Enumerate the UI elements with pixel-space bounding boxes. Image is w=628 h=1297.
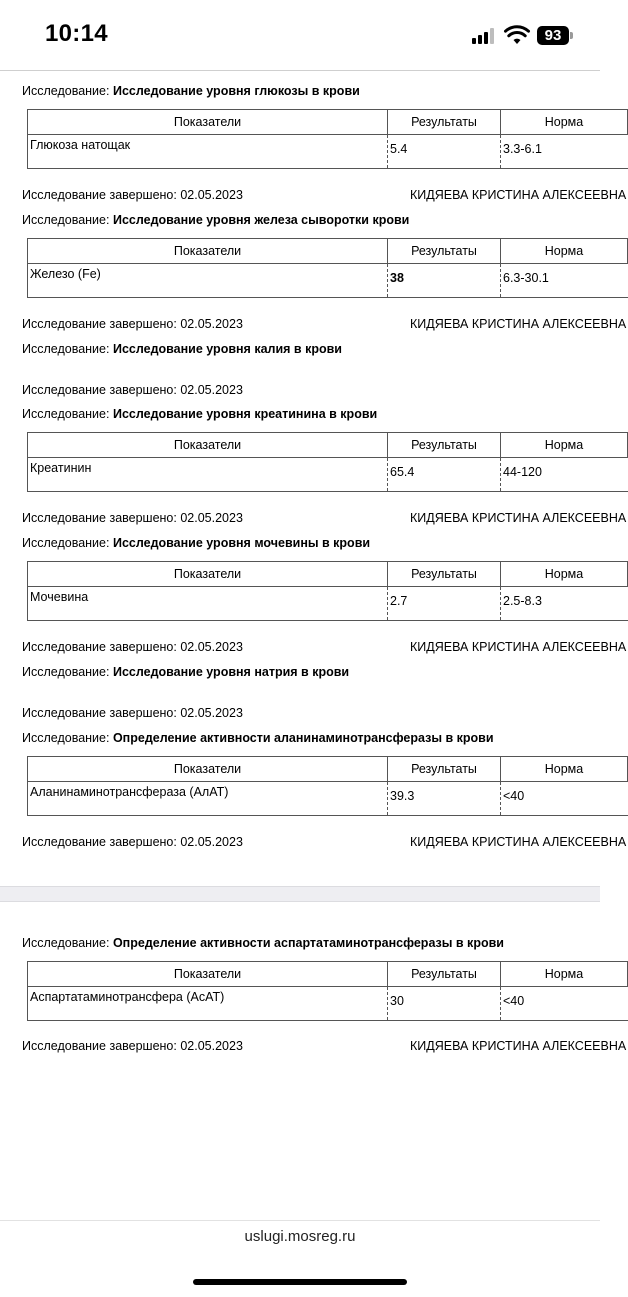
col-indicator: Показатели [28,433,388,458]
report-page-2 [0,902,627,1220]
study-title: Исследование: Исследование уровня калия в крови [22,342,342,356]
indicator-cell: Глюкоза натощак [28,135,388,169]
col-norm: Норма [501,110,628,135]
table-row [28,135,628,169]
battery-tip [570,32,573,39]
study-title: Исследование: Исследование уровня креатинина в крови [22,407,378,421]
col-result: Результаты [388,239,501,264]
address-bar-url[interactable]: uslugi.mosreg.ru [244,1228,356,1245]
status-time: 10:14 [45,20,108,47]
completed-line: Исследование завершено: 02.05.2023 [22,511,243,525]
norm-cell: 44-120 [501,458,628,492]
norm-cell: <40 [501,782,628,816]
study-title: Исследование: Исследование уровня железа сыворотки крови [22,213,410,227]
completed-line: Исследование завершено: 02.05.2023 [22,188,243,202]
col-indicator: Показатели [28,757,388,782]
col-result: Результаты [388,562,501,587]
result-cell: 38 [388,264,501,298]
col-norm: Норма [501,239,628,264]
results-table [27,109,628,169]
completed-line: Исследование завершено: 02.05.2023 [22,835,243,849]
col-norm: Норма [501,562,628,587]
col-result: Результаты [388,962,501,987]
norm-cell: <40 [501,987,628,1021]
patient-name: КИДЯЕВА КРИСТИНА АЛЕКСЕЕВНА [410,188,627,202]
indicator-cell: Аспартатаминотрансфера (АсАТ) [28,987,388,1021]
results-table [27,756,628,816]
page-break [0,886,600,902]
patient-name: КИДЯЕВА КРИСТИНА АЛЕКСЕЕВНА [410,1039,627,1053]
indicator-cell: Мочевина [28,587,388,621]
table-row [28,458,628,492]
results-table [27,432,628,492]
wifi-icon [504,25,530,45]
cellular-signal-icon [472,28,498,44]
table-row [28,782,628,816]
study-title: Исследование: Исследование уровня натрия в крови [22,665,350,679]
col-indicator: Показатели [28,110,388,135]
norm-cell: 6.3-30.1 [501,264,628,298]
result-cell: 65.4 [388,458,501,492]
col-result: Результаты [388,110,501,135]
col-indicator: Показатели [28,239,388,264]
col-result: Результаты [388,757,501,782]
completed-line: Исследование завершено: 02.05.2023 [22,706,243,720]
indicator-cell: Креатинин [28,458,388,492]
col-norm: Норма [501,962,628,987]
col-norm: Норма [501,433,628,458]
result-cell: 30 [388,987,501,1021]
table-row [28,987,628,1021]
norm-cell: 3.3-6.1 [501,135,628,169]
battery-icon: 93 [537,26,569,45]
col-result: Результаты [388,433,501,458]
table-row [28,587,628,621]
col-norm: Норма [501,757,628,782]
report-page-1 [0,70,627,887]
results-table [27,561,628,621]
study-title: Исследование: Определение активности аланинаминотрансферазы в крови [22,731,494,745]
home-indicator[interactable] [193,1279,407,1285]
status-bar [0,0,600,70]
indicator-cell: Аланинаминотрансфераза (АлАТ) [28,782,388,816]
study-title: Исследование: Определение активности аспартатаминотрансферазы в крови [22,936,504,950]
study-title: Исследование: Исследование уровня мочевины в крови [22,536,371,550]
results-table [27,238,628,298]
table-row [28,264,628,298]
col-indicator: Показатели [28,962,388,987]
patient-name: КИДЯЕВА КРИСТИНА АЛЕКСЕЕВНА [410,511,627,525]
patient-name: КИДЯЕВА КРИСТИНА АЛЕКСЕЕВНА [410,317,627,331]
norm-cell: 2.5-8.3 [501,587,628,621]
result-cell: 5.4 [388,135,501,169]
indicator-cell: Железо (Fe) [28,264,388,298]
result-cell: 39.3 [388,782,501,816]
completed-line: Исследование завершено: 02.05.2023 [22,383,243,397]
footer-divider [0,1220,600,1221]
results-table [27,961,628,1021]
completed-line: Исследование завершено: 02.05.2023 [22,1039,243,1053]
completed-line: Исследование завершено: 02.05.2023 [22,640,243,654]
patient-name: КИДЯЕВА КРИСТИНА АЛЕКСЕЕВНА [410,835,627,849]
patient-name: КИДЯЕВА КРИСТИНА АЛЕКСЕЕВНА [410,640,627,654]
result-cell: 2.7 [388,587,501,621]
col-indicator: Показатели [28,562,388,587]
study-title: Исследование: Исследование уровня глюкозы в крови [22,84,360,98]
completed-line: Исследование завершено: 02.05.2023 [22,317,243,331]
